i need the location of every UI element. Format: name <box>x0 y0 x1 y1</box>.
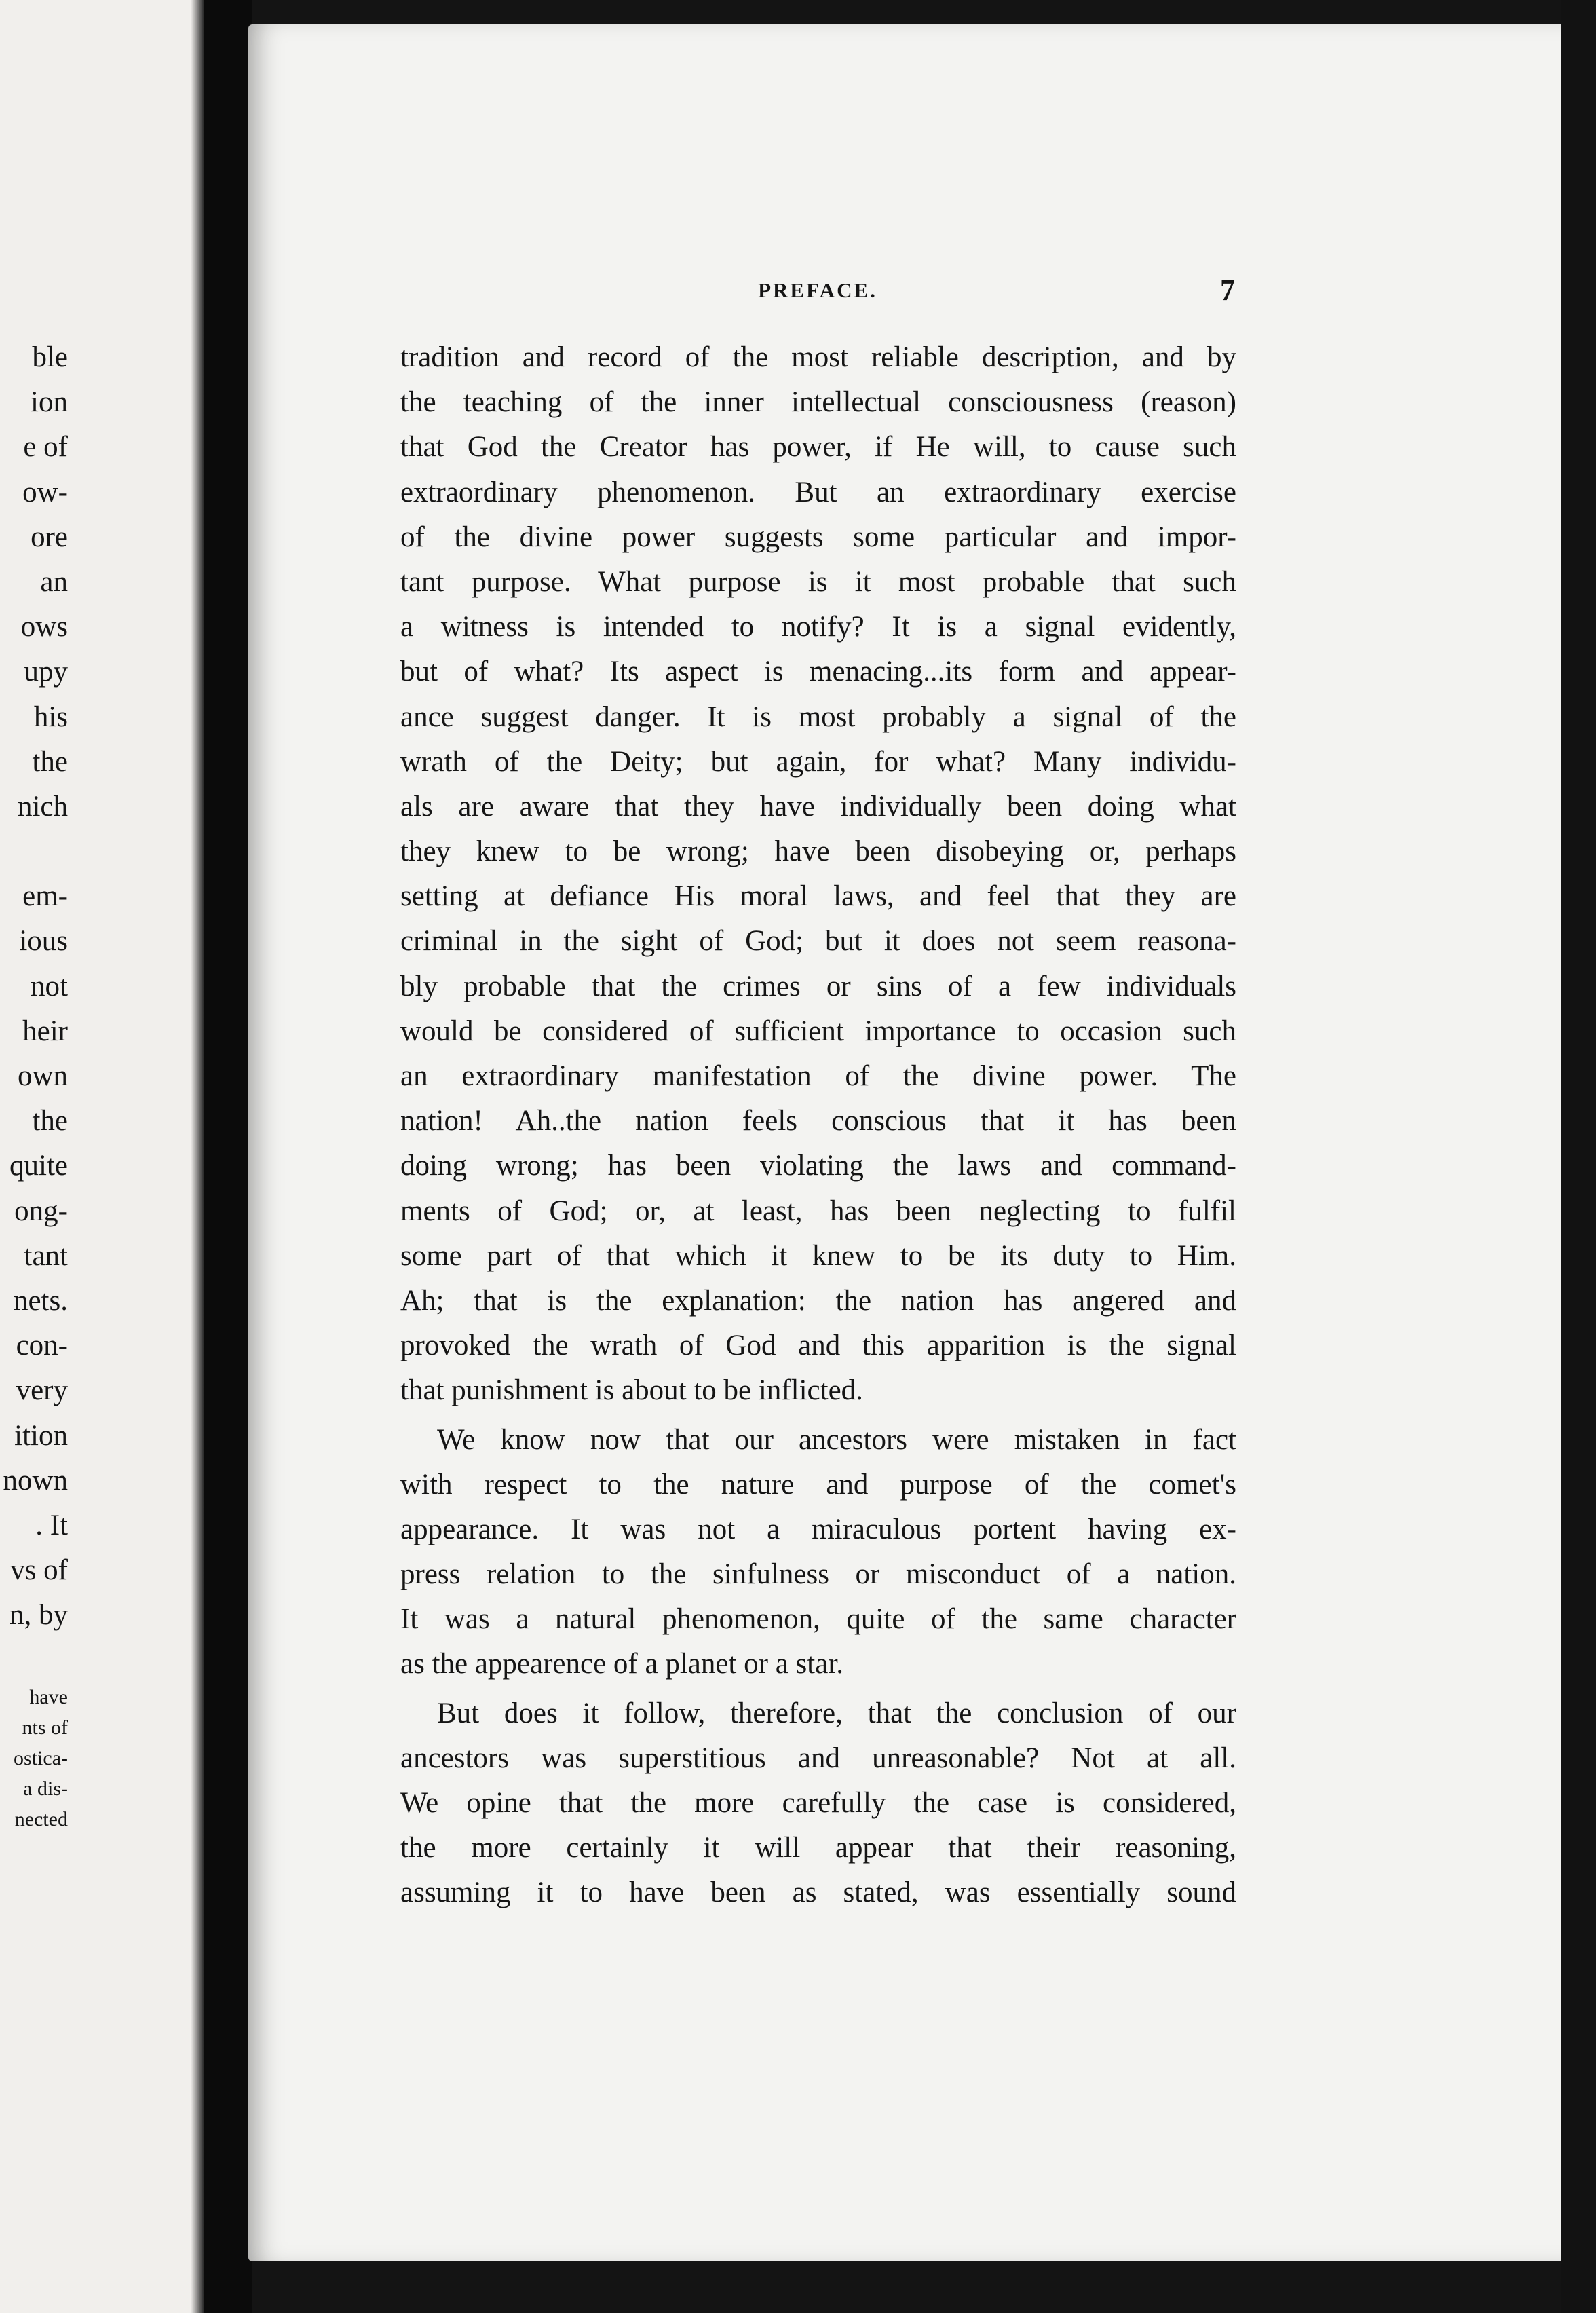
text-line: press relation to the sinfulness or misconduct of a nation. <box>400 1558 1236 1591</box>
fragment-line: own <box>17 1060 68 1092</box>
text-line: Ah; that is the explanation: the nation has angered and <box>400 1284 1236 1317</box>
text-line: they knew to be wrong; have been disobeying or, perhaps <box>400 835 1236 868</box>
scan-right-border <box>1561 0 1596 2313</box>
fragment-line <box>0 829 68 874</box>
text-line: It was a natural phenomenon, quite of the same character <box>400 1603 1236 1636</box>
page-number: 7 <box>1220 274 1235 307</box>
fragment-line: vs of <box>10 1554 68 1587</box>
fragment-line: nown <box>3 1464 68 1497</box>
text-line: bly probable that the crimes or sins of a few individuals <box>400 970 1236 1002</box>
text-line: that punishment is about to be inflicted. <box>400 1374 863 1407</box>
fragment-line: ore <box>31 521 68 553</box>
fragment-line: ble <box>32 341 68 373</box>
fragment-line: con- <box>16 1330 68 1362</box>
fragment-line: ows <box>20 611 68 643</box>
fragment-line: e of <box>23 431 68 464</box>
text-line: would be considered of sufficient importance to occasion such <box>400 1015 1236 1047</box>
fragment-line: . It <box>35 1509 68 1541</box>
fragment-line: em- <box>22 880 68 913</box>
fragment-line: an <box>40 565 68 598</box>
fragment-line: ong- <box>14 1195 68 1227</box>
text-line: appearance. It was not a miraculous portent having ex- <box>400 1513 1236 1545</box>
text-line: extraordinary phenomenon. But an extraordinary exercise <box>400 476 1236 508</box>
text-line: criminal in the sight of God; but it does not seem reasona- <box>400 925 1236 958</box>
text-line: But does it follow, therefore, that the conclusion of our <box>437 1697 1236 1729</box>
running-head-title: PREFACE. <box>758 278 877 302</box>
fragment-line: nets. <box>13 1284 68 1317</box>
fragment-line: heir <box>22 1015 68 1047</box>
text-line: that God the Creator has power, if He will, to cause such <box>400 431 1236 464</box>
previous-page-footnote-fragments <box>0 1682 68 1835</box>
text-line: a witness is intended to notify? It is a signal evidently, <box>400 611 1236 643</box>
fragment-line: ow- <box>22 476 68 508</box>
text-line: tradition and record of the most reliable description, and by <box>400 341 1236 373</box>
footnote-fragment-line: have <box>29 1686 68 1708</box>
text-line: We know now that our ancestors were mistaken in fact <box>437 1423 1236 1456</box>
text-line: some part of that which it knew to be its duty to Him. <box>400 1239 1236 1272</box>
fragment-line: ition <box>14 1419 68 1452</box>
text-line: doing wrong; has been violating the laws and command- <box>400 1150 1236 1182</box>
text-line: the more certainly it will appear that their reasoning, <box>400 1832 1236 1864</box>
text-line: tant purpose. What purpose is it most probable that such <box>400 565 1236 598</box>
text-line: setting at defiance His moral laws, and feel that they are <box>400 880 1236 913</box>
text-line: of the divine power suggests some particular and impor- <box>400 521 1236 553</box>
footnote-fragment-line: ostica- <box>14 1747 68 1769</box>
footnote-fragment-line: nected <box>14 1808 68 1830</box>
fragment-line: his <box>33 700 68 733</box>
text-line: ance suggest danger. It is most probably a signal of the <box>400 700 1236 733</box>
fragment-line: ious <box>19 925 68 958</box>
running-head <box>400 273 1235 316</box>
text-line: but of what? Its aspect is menacing...its form and appear- <box>400 656 1236 688</box>
fragment-line: the <box>32 745 68 778</box>
text-line: with respect to the nature and purpose of the comet's <box>400 1468 1236 1501</box>
fragment-line: very <box>16 1374 68 1407</box>
footnote-fragment-line: a dis- <box>23 1778 68 1800</box>
fragment-line: tant <box>24 1239 68 1272</box>
fragment-line: ion <box>31 386 68 419</box>
text-line: nation! Ah..the nation feels conscious that it has been <box>400 1105 1236 1137</box>
fragment-line: nich <box>17 790 68 823</box>
fragment-line: quite <box>10 1150 68 1182</box>
fragment-line: n, by <box>10 1599 68 1632</box>
text-line: assuming it to have been as stated, was essentially sound <box>400 1877 1236 1909</box>
text-line: an extraordinary manifestation of the divine power. The <box>400 1060 1236 1092</box>
fragment-line: not <box>31 970 68 1002</box>
footnote-fragment-line: nts of <box>22 1716 68 1739</box>
text-line: ancestors was superstitious and unreasonable? Not at all. <box>400 1742 1236 1774</box>
text-line: We opine that the more carefully the case is considered, <box>400 1787 1236 1819</box>
text-line: wrath of the Deity; but again, for what? Many individu- <box>400 745 1236 778</box>
text-line: provoked the wrath of God and this apparition is the signal <box>400 1330 1236 1362</box>
body-text <box>400 335 1236 1916</box>
previous-page-text-fragments <box>0 335 68 1638</box>
fragment-line: upy <box>24 656 68 688</box>
text-line: the teaching of the inner intellectual consciousness (reason) <box>400 386 1236 419</box>
fragment-line: the <box>32 1105 68 1137</box>
text-line: ments of God; or, at least, has been neglecting to fulfil <box>400 1195 1236 1227</box>
text-line: als are aware that they have individually been doing what <box>400 790 1236 823</box>
book-spine <box>204 0 252 2313</box>
text-line: as the appearence of a planet or a star. <box>400 1648 844 1680</box>
